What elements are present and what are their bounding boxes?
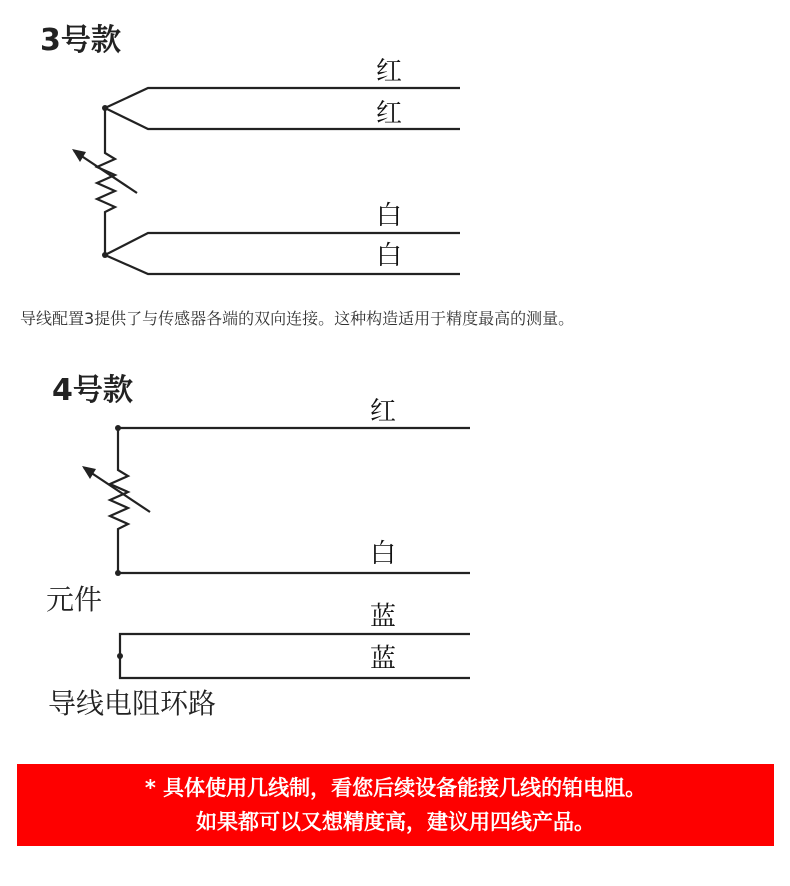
config3-node-top (102, 105, 108, 111)
note-line-2: 如果都可以又想精度高，建议用四线产品。 (196, 810, 595, 834)
config3-label-white-2: 白 (376, 241, 403, 271)
config3-diagram (0, 0, 790, 300)
note-line-1: * 具体使用几线制，看您后续设备能接几线的铂电阻。 (144, 776, 647, 800)
config3-title: 3号款 (40, 23, 121, 58)
config4-wire-blue-1 (120, 634, 470, 678)
config4-variable-arrow (84, 468, 150, 512)
config3-caption: 导线配置3提供了与传感器各端的双向连接。这种构造适用于精度最高的测量。 (20, 309, 575, 328)
config4-label-blue-1: 蓝 (370, 602, 397, 632)
config4-title: 4号款 (52, 373, 133, 408)
config3-wire-red-2 (105, 108, 460, 129)
config4-element-label: 元件 (46, 583, 103, 616)
config4-diagram (0, 340, 790, 740)
config4-loop-label: 导线电阻环路 (48, 687, 217, 720)
config4-label-white: 白 (370, 539, 397, 569)
config3-arrowhead-icon (72, 149, 86, 162)
config3-label-red-2: 红 (376, 99, 403, 129)
config3-wire-white-2 (105, 255, 460, 274)
config3-wire-red-1 (105, 88, 460, 108)
config3-node-bottom (102, 252, 108, 258)
config4-resistor (110, 428, 128, 573)
config4-loop-node (117, 653, 123, 659)
config4-arrowhead-icon (82, 466, 96, 479)
config3-label-red-1: 红 (376, 57, 403, 87)
config3-wire-white-1 (105, 233, 460, 255)
config3-resistor (97, 108, 115, 255)
config4-node-bottom (115, 570, 121, 576)
note-banner (17, 764, 774, 846)
config4-node-top (115, 425, 121, 431)
config4-label-red: 红 (370, 397, 397, 427)
config3-label-white-1: 白 (376, 201, 403, 231)
config4-label-blue-2: 蓝 (370, 644, 397, 674)
